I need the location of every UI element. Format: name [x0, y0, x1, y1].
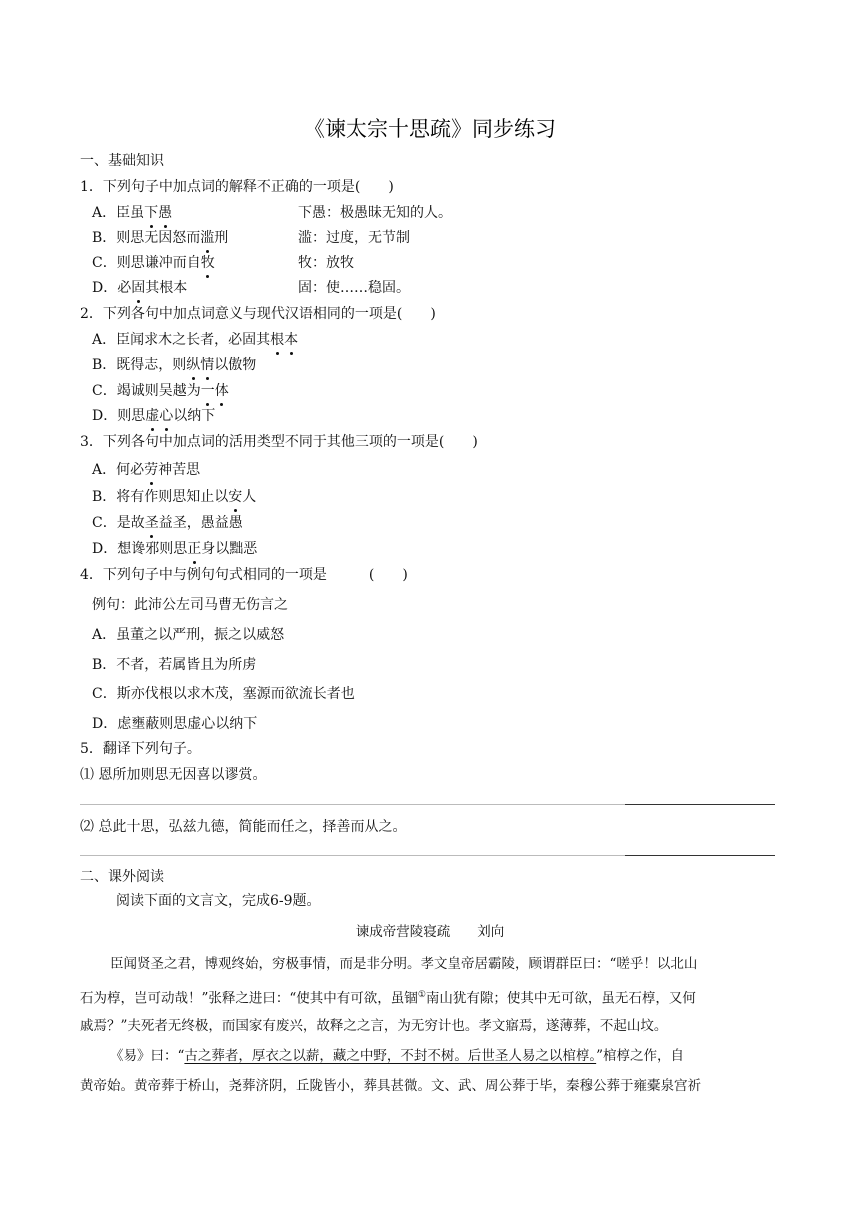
- q1-gloss-a: 下愚：极愚昧无知的人。: [298, 205, 452, 221]
- passage-p1-line2: 石为椁，岂可动哉！”张释之进曰：“使其中有可欲，虽锢①南山犹有隙；使其中无可欲，虽无石椁，又何: [80, 990, 696, 1007]
- passage-title: 谏成帝营陵寝疏 刘向: [355, 924, 505, 940]
- q2-stem: 2．下列各句中加点词意义与现代汉语相同的一项是( ): [80, 306, 436, 322]
- q2-option-b: B．既得志，则纵情以傲物: [92, 357, 257, 373]
- q3-option-d: D．想谗邪则思正身以黜恶: [92, 541, 258, 557]
- passage-p2-line1: 《易》曰：“古之葬者，厚衣之以薪，藏之中野，不封不树。后世圣人易之以棺椁。”棺椁之作，自: [110, 1048, 685, 1064]
- answer-line-1-end: [625, 804, 775, 805]
- q3-stem: 3．下列各句中加点词的活用类型不同于其他三项的一项是( ): [80, 434, 478, 450]
- q1-gloss-b: 滥：过度，无节制: [298, 230, 410, 246]
- q4-stem: 4．下列句子中与例句句式相同的一项是 ( ): [80, 567, 408, 583]
- q5-item-2: ⑵ 总此十思，弘兹九德，简能而任之，择善而从之。: [80, 819, 407, 835]
- q2-option-c: C．竭诚则吴越为一体: [92, 383, 229, 399]
- section2-intro: 阅读下面的文言文，完成6-9题。: [116, 893, 321, 909]
- q1-option-a: A．臣虽下愚: [92, 205, 173, 221]
- q1-stem: 1．下列句子中加点词的解释不正确的一项是( ): [80, 179, 394, 195]
- answer-line-2[interactable]: [80, 855, 625, 856]
- q4-option-a: A．虽董之以严刑，振之以威怒: [92, 627, 285, 643]
- q2-option-d: D．则思虚心以纳下: [92, 408, 216, 424]
- section1-heading: 一、基础知识: [80, 153, 164, 169]
- passage-p1-line1: 臣闻贤圣之君，博观终始，穷极事情，而是非分明。孝文皇帝居霸陵，顾谓群臣曰：“嗟乎！以北山: [110, 956, 698, 972]
- q1-gloss-d: 固：使……稳固。: [298, 280, 410, 296]
- q5-stem: 5．翻译下列句子。: [80, 741, 201, 757]
- passage-p1-line3: 戚焉？”夫死者无终极，而国家有废兴，故释之之言，为无穷计也。孝文寤焉，遂薄葬，不起山坟。: [80, 1018, 668, 1034]
- underlined-sentence: 古之葬者，厚衣之以薪，藏之中野，不封不树。后世圣人易之以棺椁。: [184, 1048, 597, 1064]
- q3-option-a: A．何必劳神苦思: [92, 462, 201, 478]
- q3-option-b: B．将有作则思知止以安人: [92, 489, 257, 505]
- q4-example: 例句：此沛公左司马曹无伤言之: [92, 597, 288, 613]
- q3-option-c: C．是故圣益圣，愚益愚: [92, 515, 243, 531]
- q1-option-b: B．则思无因怒而滥刑: [92, 230, 229, 246]
- footnote-mark: ①: [417, 990, 426, 1000]
- answer-line-1[interactable]: [80, 804, 625, 805]
- q1-option-d: D．必固其根本: [92, 280, 188, 296]
- q1-option-c: C．则思谦冲而自牧: [92, 255, 215, 271]
- q2-option-a: A．臣闻求木之长者，必固其根本: [92, 332, 299, 348]
- q5-item-1: ⑴ 恩所加则思无因喜以谬赏。: [80, 767, 267, 783]
- page-title: 《谏太宗十思疏》同步练习: [304, 117, 556, 141]
- answer-line-2-end: [625, 855, 775, 856]
- q4-option-c: C．斯亦伐根以求木茂，塞源而欲流长者也: [92, 686, 355, 702]
- q4-option-d: D．虑壅蔽则思虚心以纳下: [92, 716, 258, 732]
- q1-gloss-c: 牧：放牧: [298, 255, 354, 271]
- passage-p2-line2: 黄帝始。黄帝葬于桥山，尧葬济阴，丘陇皆小，葬具甚微。文、武、周公葬于毕，秦穆公葬于雍橐泉宫祈: [80, 1078, 701, 1094]
- q4-option-b: B．不者，若属皆且为所虏: [92, 657, 257, 673]
- section2-heading: 二、课外阅读: [80, 869, 164, 885]
